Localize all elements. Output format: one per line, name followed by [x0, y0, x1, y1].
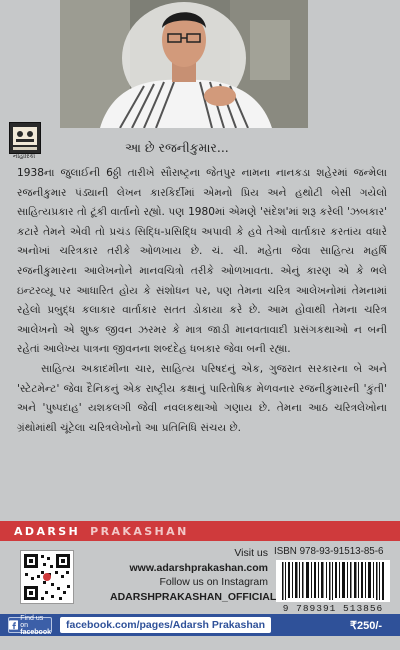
- publisher-logo-icon: [9, 122, 41, 154]
- publisher-brand-bar: [0, 521, 400, 541]
- facebook-find-us-text: [20, 615, 51, 636]
- author-bio: [17, 164, 387, 438]
- barcode-icon: [276, 560, 390, 602]
- facebook-bar: [0, 614, 400, 636]
- website-link[interactable]: www.adarshprakashan.com: [129, 561, 268, 574]
- price-label: ₹250/-: [350, 620, 383, 632]
- facebook-word: facebook: [20, 628, 51, 636]
- author-photo-illustration: [60, 0, 308, 128]
- instagram-handle[interactable]: ADARSHPRAKASHAN_OFFICIAL: [110, 590, 277, 603]
- publisher-logo-mark: [10, 123, 40, 153]
- barcode-number: 9 789391 513856: [282, 603, 384, 614]
- barcode-bars: [276, 560, 390, 602]
- author-photo: [60, 0, 308, 128]
- bio-paragraph-2: સાહિત્ય અકાદમીના ચાર, સાહિત્ય પરિષદનું એક, ગુજરાત સરકારના બે અને 'સ્ટેટમેન્ટ' જેવા દૈનિકનું એક રાષ્ટ્રીય કક્ષાનું પારિતોષિક મેળવનાર રજનીકુમારની 'કુંતી' અને 'પુષ્પદાહ' યશકલગી જેવી નવલકથાઓ ગણાય છે. તેમના આઠ ચરિત્રલેખોના ગ્રંથોમાંથી ચૂંટેલા ચરિત્રલેખોનો આ પ્રતિનિધિ સંચય છે.: [17, 362, 387, 434]
- facebook-icon[interactable]: [8, 614, 52, 636]
- isbn-text: ISBN 978-93-91513-85-6: [274, 546, 384, 557]
- visit-label: Visit us: [234, 547, 268, 559]
- qr-code-icon: [20, 550, 74, 604]
- publisher-logo-text: નીહારિકા: [12, 153, 36, 160]
- facebook-f-glyph: [9, 620, 18, 630]
- bio-paragraph-1: 1938ના જુલાઈની 6ઠ્ઠી તારીખે સૌરાષ્ટ્રના જેતપુર નામના નાનકડા શહેરમાં જન્મેલા રજનીકુમાર પંડ્યાની લેખન કારકિર્દીમાં એમનો પ્રિય અને હથોટી બેસી ગયેલો સાહિત્યપ્રકાર તો ટૂંકી વાર્તાનો રહ્યો. પણ 1980માં એમણે 'સંદેશ'માં શરૂ કરેલી 'ઝબકાર' કટારે તેમને એવી તો પ્રચંડ સિદ્ધિ-પ્રસિદ્ધિ અપાવી કે હવે તેઓ વાર્તાકાર કરતાંય વધારે અનોખાં ચરિત્રકાર તરીકે ઓળખાય છે. ચં. ચી. મહેતા જેવા સાહિત્ય મહર્ષિ રજનીકુમારના આલેખનોને માનવચિત્રો તરીકે ઓળખાવતા. એનું કારણ એ કે ભલે ઇન્ટરવ્યૂ પર આધારિત હોય કે સંશોધન પર, પણ તેમના ચરિત્ર આલેખનોમાં તેમનામાં રહેલો પ્રબુદ્ધ કલાકાર વાર્તાકાર સતત ડોકાયા કરે છે. આમ હોવાથી તેમના ચરિત્ર આલેખનો એ શુષ્ક જીવન ઝરમર કે માત્ર જાડી માનવતાવાદી પ્રસંગકથાઓ ન બની રહેતાં આલેખ્ય પાત્રના જીવનના શબ્દદેહ ધબકાર જેવા બની રહ્યા.: [17, 167, 387, 356]
- facebook-page-link[interactable]: facebook.com/pages/Adarsh Prakashan: [60, 617, 271, 633]
- brand-first-word: ADARSH: [14, 524, 81, 538]
- instagram-label: Follow us on Instagram: [159, 576, 268, 588]
- contact-info: [110, 546, 277, 604]
- caption: આ છે રજનીકુમાર...: [125, 140, 229, 155]
- facebook-find-label: Find us on: [20, 614, 44, 629]
- brand-second-word: PRAKASHAN: [90, 524, 189, 538]
- qr-code-pattern: [21, 551, 73, 603]
